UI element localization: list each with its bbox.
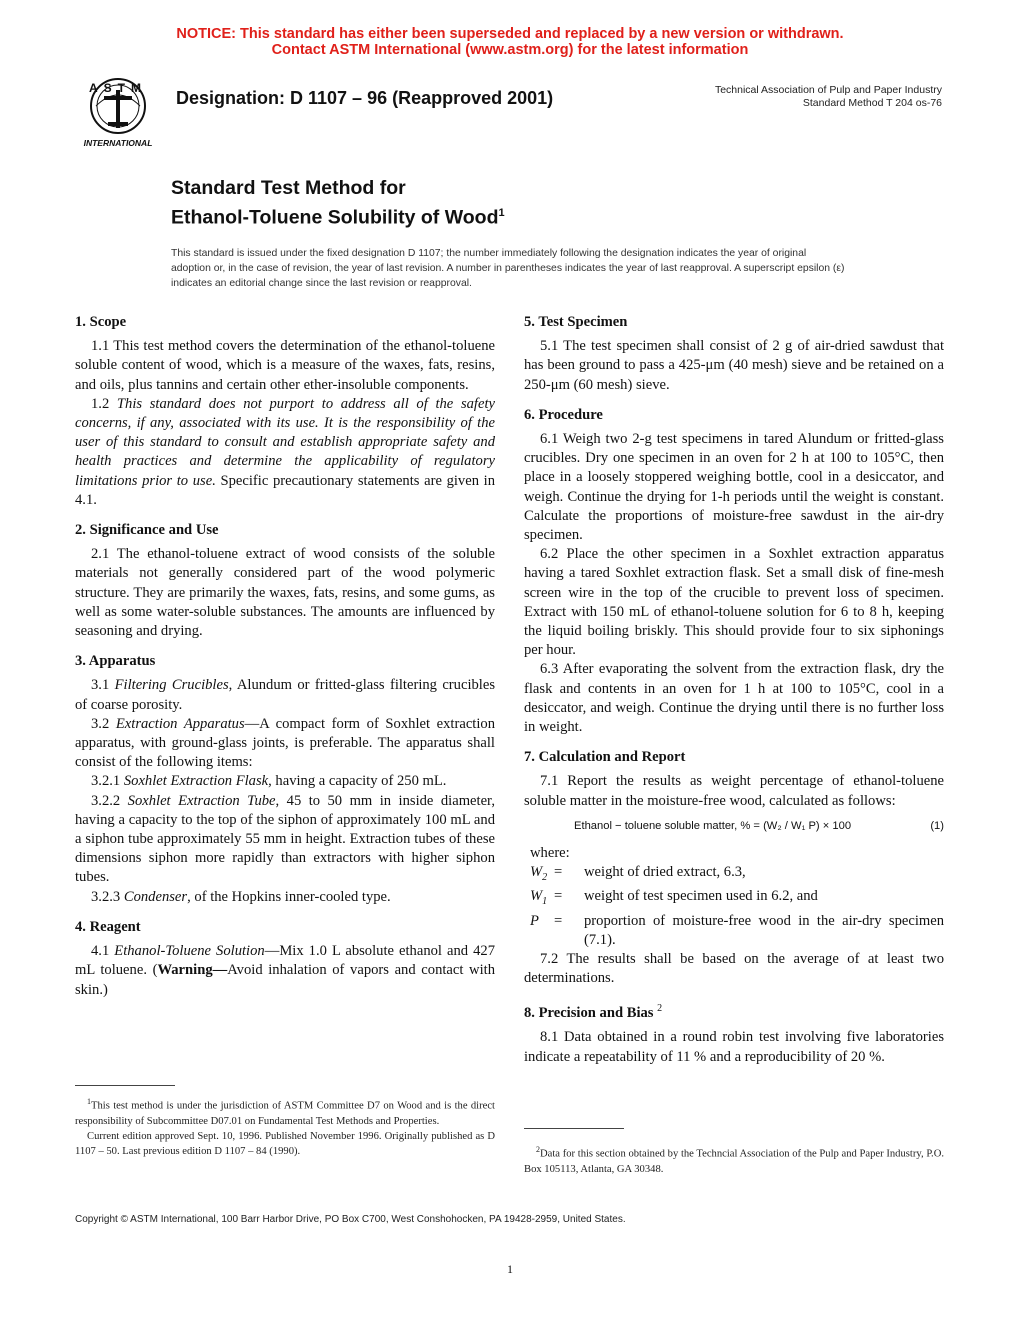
def-equals: =: [554, 912, 563, 929]
paragraph-6-2: 6.2 Place the other specimen in a Soxhlet extraction apparatus having a tared Soxhlet extraction flask. Set a small disk of fine-mesh screen wire in the top of the crucible to prevent loss of specimen. Extract with 150 mL of ethanol-toluene solution for 6 to 8 h, keeping the liquid boiling briskly. This should provide four to six siphonings per hour.: [524, 546, 944, 659]
p-italic: Filtering Crucibles: [114, 677, 229, 694]
p-bold: Warning—: [157, 962, 228, 979]
p-rest: , 45 to 50 mm in inside diameter, having a capacity to the top of the siphon of approximately 100 mL and a siphon tube approximately 55 mm in height. Extraction tubes of these dimensions siphon more rapidly than extractors with higher siphon tubes.: [75, 792, 495, 886]
p-num: 4.1: [91, 943, 115, 960]
paragraph-7-2: 7.2 The results shall be based on the average of at least two determinations.: [524, 950, 944, 987]
p-italic: Condenser: [123, 888, 188, 905]
p-italic: Soxhlet Extraction Flask: [123, 773, 269, 790]
def-equals: =: [554, 864, 563, 881]
designation: Designation: D 1107 – 96 (Reapproved 2001): [176, 88, 554, 108]
footnote-block-1: [75, 1085, 495, 1159]
equation-1: [524, 811, 944, 844]
p-rest: , of the Hopkins inner-cooled type.: [187, 888, 391, 905]
paragraph-1-2: [75, 395, 495, 510]
footnote-rule: [75, 1085, 175, 1086]
def-symbol-letter: P: [530, 912, 539, 929]
def-symbol-sub: 2: [542, 872, 548, 884]
p-italic: This standard does not purport to address all of the safety concerns, if any, associated with its use. It is the responsibility of the user of this standard to consult and establish appropriate safety and health practices and determine the applicability of regulatory limitations prior to use.: [75, 395, 495, 489]
p-end: Avoid inhalation of vapors and contact with skin.): [75, 962, 496, 998]
paragraph-2-1: 2.1 The ethanol-toluene extract of wood consists of the soluble materials not generally considered part of the wood polymeric structure. They are primarily the waxes, fats, resins, and some gums, as well as some water-soluble substances. The amounts are influenced by seasoning and drying.: [75, 546, 495, 640]
def-description: proportion of moisture-free wood in the air-dry specimen (7.1).: [584, 912, 944, 948]
def-symbol-sub: 1: [542, 896, 548, 908]
def-description: weight of test specimen used in 6.2, and: [584, 888, 818, 905]
def-equals: =: [554, 888, 563, 905]
p-rest: —A compact form of Soxhlet extraction apparatus, with ground-glass joints, is preferable. The apparatus shall consist of the following items:: [75, 715, 495, 771]
equation-text: Ethanol − toluene soluble matter, % = (W₂ / W₁ P) × 100: [574, 819, 852, 832]
p-num: 3.1: [91, 677, 115, 694]
p-italic: Extraction Apparatus: [115, 715, 245, 732]
paragraph-3-2-3: [75, 888, 495, 907]
def-symbol: [524, 863, 554, 887]
paragraph-3-2-2: [75, 792, 495, 888]
p-italic: Ethanol-Toluene Solution: [114, 943, 265, 960]
section-heading-reagent: 4. Reagent: [75, 918, 141, 935]
tappi-reference: [715, 84, 942, 109]
footnote-2: [524, 1142, 944, 1177]
p-rest: , Alundum or fritted-glass filtering crucibles of coarse porosity.: [75, 677, 496, 713]
footnote-1-mark: 1: [87, 1097, 91, 1106]
section-heading-specimen: 5. Test Specimen: [524, 314, 628, 330]
paragraph-4-1: [75, 942, 495, 1000]
section-heading-calculation: 7. Calculation and Report: [524, 749, 686, 766]
def-symbol-letter: W: [530, 864, 543, 881]
footnote-1-text-2: Current edition approved Sept. 10, 1996. Published November 1996. Originally published as D 1107 – 50. Last previous edition D 1107 – 84 (1990).: [75, 1130, 495, 1157]
paragraph-6-3: 6.3 After evaporating the solvent from the extraction flask, dry the flask and contents in an oven for 1 h at 100 to 105°C, cool in a desiccator, and weigh. Continue the drying until there is no further loss in weight.: [524, 661, 944, 736]
logo-text: ASTM: [89, 81, 147, 95]
left-column: [75, 313, 495, 1000]
section-heading-scope: 1. Scope: [75, 314, 127, 330]
section-heading-apparatus: 3. Apparatus: [75, 653, 156, 670]
title-footnote-mark: 1: [498, 207, 505, 219]
p-num: 3.2.2: [91, 792, 128, 809]
footnote-rule: [524, 1128, 624, 1129]
equation-number: (1): [930, 819, 944, 832]
section-heading-procedure: 6. Procedure: [524, 406, 603, 423]
paragraph-7-1: 7.1 Report the results as weight percentage of ethanol-toluene soluble matter in the moisture-free wood, calculated as follows:: [524, 773, 944, 809]
section-heading-significance: 2. Significance and Use: [75, 522, 219, 539]
def-symbol-letter: W: [530, 888, 543, 905]
notice-line-2: Contact ASTM International (www.astm.org) for the latest information: [271, 42, 749, 58]
paragraph-3-1: [75, 676, 495, 714]
tappi-line-2: Standard Method T 204 os-76: [802, 96, 942, 109]
p-num: 3.2.3: [91, 888, 124, 905]
page-number: 1: [507, 1262, 513, 1276]
variable-definitions: [524, 863, 944, 950]
paragraph-3-2: [75, 715, 495, 773]
footnote-2-mark: 2: [536, 1145, 540, 1154]
notice-line-1: NOTICE: This standard has either been superseded and replaced by a new version or withdrawn.: [176, 26, 844, 42]
p-num: 3.2: [91, 715, 116, 732]
footnote-2-text: Data for this section obtained by the Techncial Association of the Pulp and Paper Industry, P.O. Box 105113, Atlanta, GA 30348.: [524, 1148, 944, 1175]
copyright: Copyright © ASTM International, 100 Barr Harbor Drive, PO Box C700, West Conshohocken, PA 19428-2959, United States.: [75, 1214, 626, 1225]
where-label: where:: [530, 845, 570, 862]
intro-paragraph: This standard is issued under the fixed designation D 1107; the number immediately following the designation indicates the year of original adoption or, in the case of revision, the year of last revision. A number in parentheses indicates the year of last reapproval. A superscript epsilon (ε) indicates an editorial change since the last revision or reapproval.: [171, 248, 845, 289]
precision-footnote-mark: 2: [657, 1003, 663, 1015]
p-rest: Specific precautionary statements are given in 4.1.: [75, 472, 495, 508]
paragraph-5-1: 5.1 The test specimen shall consist of 2 g of air-dried sawdust that has been ground to pass a 425-μm (40 mesh) sieve and be retained on a 250-μm (60 mesh) sieve.: [524, 338, 944, 393]
paragraph-3-2-1: [75, 772, 495, 791]
right-column: [524, 313, 944, 1067]
footnote-block-2: [524, 1128, 944, 1177]
p-num: 3.2.1: [91, 773, 124, 790]
def-symbol: [524, 912, 554, 950]
def-description: weight of dried extract, 6.3,: [584, 864, 746, 881]
p-rest: —Mix 1.0 L absolute ethanol and 427 mL toluene. (: [75, 943, 496, 979]
footnote-1-text: This test method is under the jurisdiction of ASTM Committee D7 on Wood and is the direct responsibility of Subcommittee D07.01 on Fundamental Test Methods and Properties.: [75, 1100, 495, 1127]
p-italic: Soxhlet Extraction Tube: [127, 792, 276, 809]
def-symbol: [524, 887, 554, 911]
p-rest: , having a capacity of 250 mL.: [268, 773, 447, 790]
p-num: 1.2: [91, 395, 117, 412]
paragraph-6-1: 6.1 Weigh two 2-g test specimens in tared Alundum or fritted-glass crucibles. Dry one specimen in an oven for 2 h at 100 to 105°C, then place in a loosely stoppered weighing bottle, cool in a desiccator, and weigh. Continue the drying for 1-h periods until the weight is constant. Calculate the proportions of moisture-free sawdust in the air-dry specimen.: [524, 431, 944, 544]
tappi-line-1: Technical Association of Pulp and Paper Industry: [714, 84, 942, 96]
precision-heading-text: 8. Precision and Bias: [524, 1005, 654, 1022]
title-line-2: Ethanol-Toluene Solubility of Wood: [171, 206, 499, 229]
section-heading-precision: [524, 999, 944, 1023]
astm-logo: [74, 76, 162, 152]
logo-subtext: INTERNATIONAL: [83, 138, 153, 148]
paragraph-8-1: 8.1 Data obtained in a round robin test involving five laboratories indicate a repeatability of 11 % and a reproducibility of 20 %.: [524, 1029, 944, 1065]
document-title: [171, 176, 505, 231]
footnote-1: [75, 1094, 495, 1159]
title-line-1: Standard Test Method for: [171, 177, 406, 199]
withdrawal-notice: [0, 26, 1020, 58]
paragraph-1-1: 1.1 This test method covers the determination of the ethanol-toluene soluble content of wood, which is a measure of the waxes, fats, resins, and oils, plus tannins and certain other ether-insoluble components.: [75, 338, 495, 393]
